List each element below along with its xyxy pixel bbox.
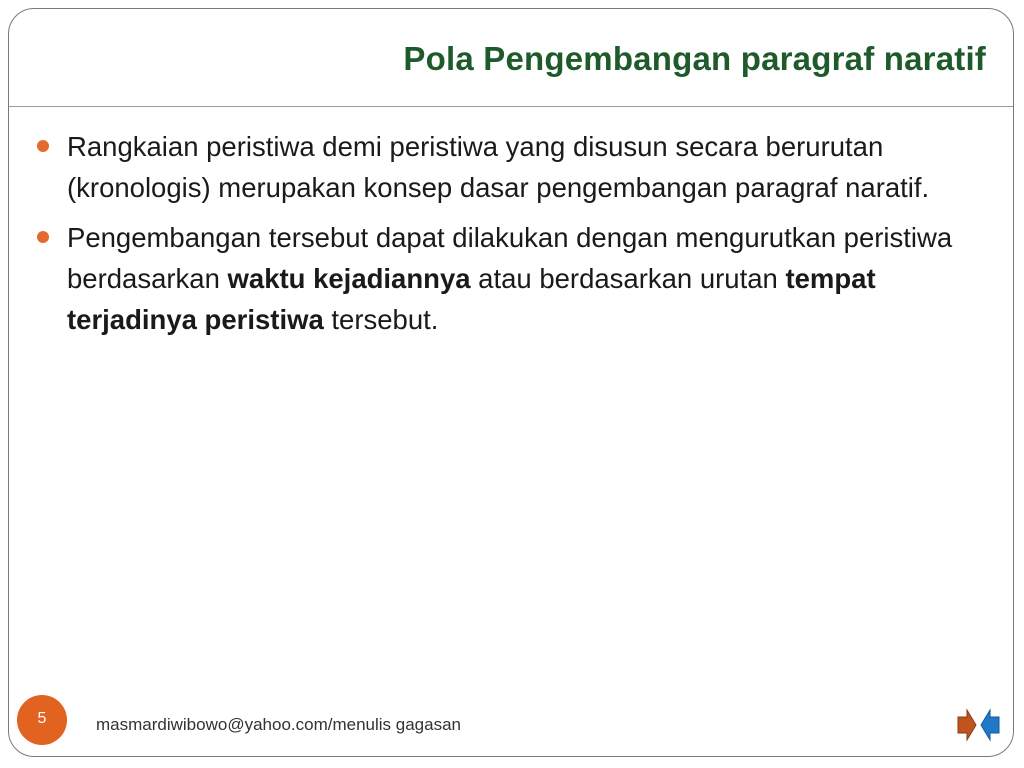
prev-slide-button[interactable] bbox=[980, 707, 1000, 743]
bullet-list bbox=[36, 126, 996, 349]
bullet-text: tersebut. bbox=[323, 304, 439, 335]
arrow-right-icon bbox=[957, 707, 977, 743]
page-number-badge: 5 bbox=[17, 695, 67, 745]
bullet-dot-icon bbox=[37, 231, 49, 243]
bullet-item-2 bbox=[36, 217, 996, 340]
slide-frame bbox=[8, 8, 1014, 757]
title-divider bbox=[9, 106, 1013, 107]
footer-credit: masmardiwibowo@yahoo.com/menulis gagasan bbox=[96, 715, 461, 734]
slide-title: Pola Pengembangan paragraf naratif bbox=[403, 40, 986, 77]
bullet-dot-icon bbox=[37, 140, 49, 152]
bullet-item-1 bbox=[36, 126, 996, 208]
bullet-text: Pengembangan tersebut dapat dilakukan dengan mengurutkan peristiwa berdasarkan bbox=[67, 222, 953, 294]
bullet-emphasis: waktu kejadiannya bbox=[227, 263, 471, 294]
arrow-left-icon bbox=[980, 707, 1000, 743]
bullet-text: atau berdasarkan urutan bbox=[470, 263, 786, 294]
next-slide-button[interactable] bbox=[957, 707, 977, 743]
bullet-text: Rangkaian peristiwa demi peristiwa yang disusun secara berurutan (kronologis) merupakan konsep dasar pengembangan paragraf naratif. bbox=[67, 131, 930, 203]
bullet-emphasis: tempat terjadinya peristiwa bbox=[67, 263, 876, 335]
